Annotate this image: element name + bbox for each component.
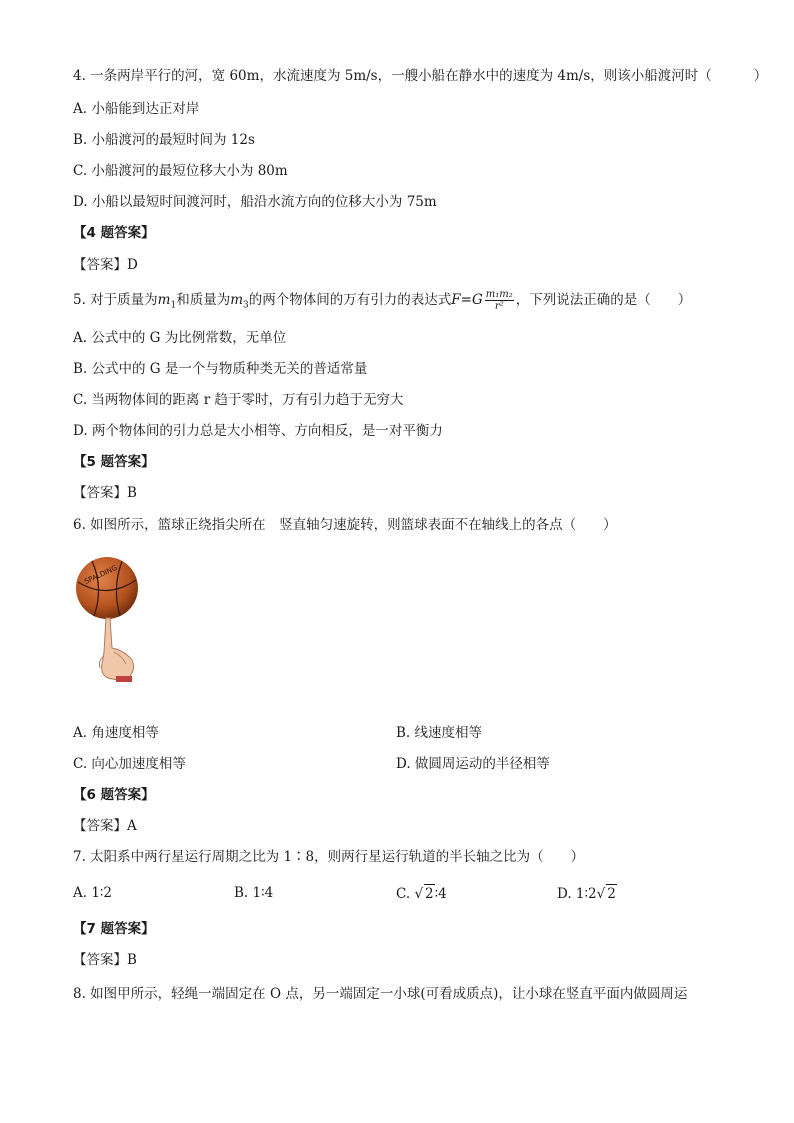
q5-option-a: A. 公式中的 G 为比例常数，无单位 [73, 330, 287, 346]
q6-option-b: B. 线速度相等 [396, 725, 483, 741]
q5-answer: 【答案】B [73, 485, 137, 501]
q5-option-b: B. 公式中的 G 是一个与物质种类无关的普适常量 [73, 361, 368, 377]
q6-option-d: D. 做圆周运动的半径相等 [396, 756, 550, 772]
hand-icon [102, 618, 134, 680]
q6-option-a: A. 角速度相等 [73, 725, 159, 741]
q4-option-a: A. 小船能到达正对岸 [73, 101, 200, 117]
q5-fraction: $\frac{\text{m₁m₂}}{\text{r²}}$ [485, 289, 513, 312]
basketball-icon [76, 557, 138, 619]
q7-option-c: C. √ 2∶4 [396, 886, 447, 902]
q7-option-a: A. 1∶2 [73, 885, 113, 901]
q5-option-c: C. 当两物体间的距离 r 趋于零时，万有引力趋于无穷大 [73, 392, 404, 408]
q6-answer-heading: 【6 题答案】 [73, 787, 155, 803]
q4-option-c: C. 小船渡河的最短位移大小为 80m [73, 163, 288, 179]
q6-stem: 6. 如图所示，篮球正绕指尖所在 竖直轴匀速旋转，则篮球表面不在轴线上的各点（ ） [73, 517, 617, 533]
q7-answer-heading: 【7 题答案】 [73, 921, 155, 937]
q4-answer: 【答案】D [73, 257, 138, 273]
q8-stem: 8. 如图甲所示，轻绳一端固定在 O 点，另一端固定一小球(可看成质点)，让小球在竖直平面内做圆周运 [73, 986, 688, 1002]
q7-option-b: B. 1∶4 [234, 885, 274, 901]
basketball-logo-text: SPALDING [83, 563, 119, 586]
q6-answer: 【答案】A [73, 818, 137, 834]
basketball-figure [74, 556, 144, 684]
q7-answer: 【答案】B [73, 952, 137, 968]
q5-answer-heading: 【5 题答案】 [73, 454, 155, 470]
q4-option-b: B. 小船渡河的最短时间为 12s [73, 132, 255, 148]
q5-stem: 5. 对于质量为$m_1$和质量为$m_3$的两个物体间的万有引力的表达式F=G $\frac{\text{m₁m₂}}{\text{r²}}$ ，下列说法正确的是（ ） [73, 289, 692, 312]
q6-option-c: C. 向心加速度相等 [73, 756, 186, 772]
q7-stem: 7. 太阳系中两行星运行周期之比为 1∶8，则两行星运行轨道的半长轴之比为（ ） [73, 849, 585, 865]
q7-option-d: D. 1∶2√ 2 [557, 886, 616, 902]
q4-answer-heading: 【4 题答案】 [73, 225, 155, 241]
q5-option-d: D. 两个物体间的引力总是大小相等、方向相反，是一对平衡力 [73, 423, 443, 439]
q4-option-d: D. 小船以最短时间渡河时，船沿水流方向的位移大小为 75m [73, 194, 437, 210]
q4-stem: 4. 一条两岸平行的河，宽 60m，水流速度为 5m/s，一艘小船在静水中的速度为 4m/s，则该小船渡河时（ ） [73, 68, 768, 84]
q5-formula: F=G [451, 292, 483, 308]
